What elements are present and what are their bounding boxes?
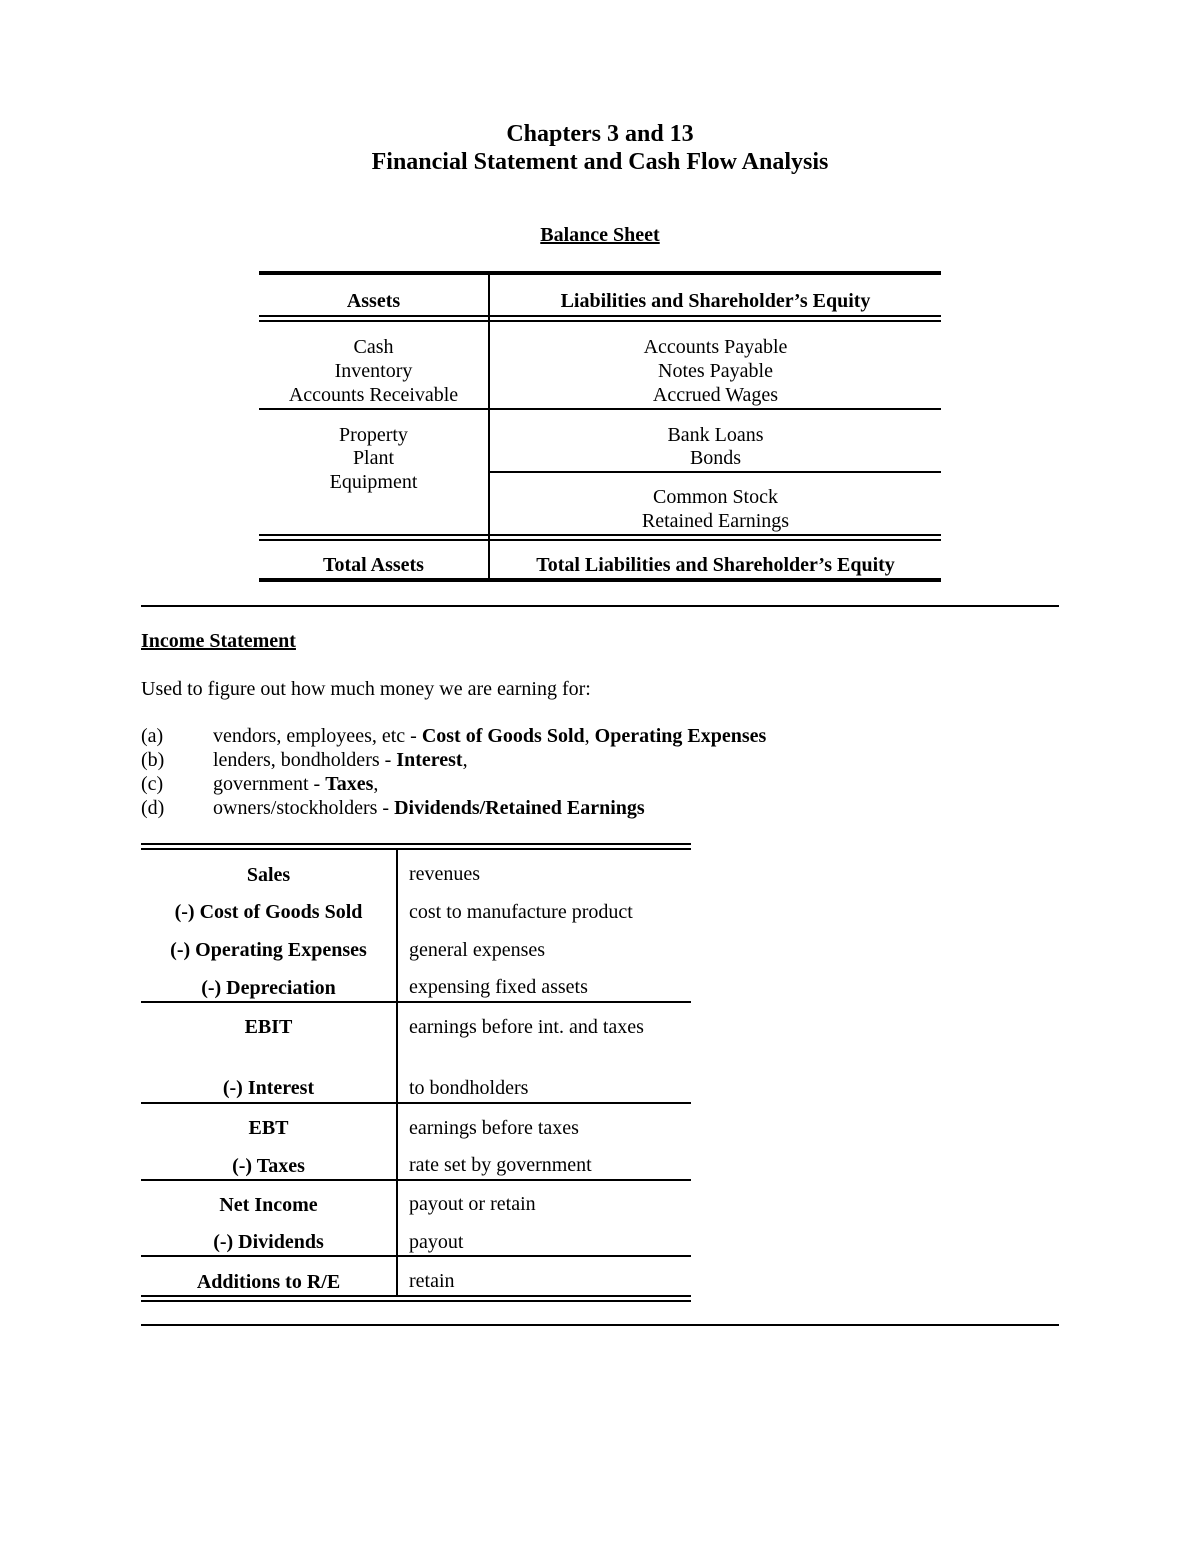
liab-accrued-wages: Accrued Wages <box>652 384 779 406</box>
section-divider-2 <box>141 1324 1059 1326</box>
is-row-desc: general expenses <box>409 939 546 961</box>
list-item-label: (d) <box>141 797 165 819</box>
row-rule-equity <box>490 471 941 473</box>
is-bottom-rule-1 <box>141 1295 691 1297</box>
is-rule-ebit <box>141 1001 691 1003</box>
is-top-rule-2 <box>141 848 691 850</box>
liab-bonds: Bonds <box>689 447 742 469</box>
liab-bank-loans: Bank Loans <box>667 424 764 446</box>
is-row-desc: expensing fixed assets <box>409 976 588 998</box>
balance-sheet-heading: Balance Sheet <box>540 224 660 246</box>
section-divider-1 <box>141 605 1059 607</box>
income-intro: Used to figure out how much money we are earning for: <box>141 678 591 700</box>
income-statement-table <box>141 843 691 1303</box>
total-liabilities-equity: Total Liabilities and Shareholder’s Equity <box>536 554 895 576</box>
list-item-text <box>213 796 645 820</box>
is-row-item: Sales <box>246 864 291 886</box>
list-item-bold-2: Operating Expenses <box>594 725 767 747</box>
asset-inventory: Inventory <box>334 360 413 382</box>
income-statement-heading: Income Statement <box>141 630 296 652</box>
list-item-label: (b) <box>141 749 165 771</box>
list-item-sep: , <box>462 749 468 771</box>
list-item-bold: Taxes <box>325 773 374 795</box>
is-row-item: Net Income <box>219 1194 318 1216</box>
list-item-bold: Interest <box>396 749 463 771</box>
list-item <box>141 772 941 796</box>
balance-sheet-table <box>259 271 941 583</box>
liab-notes-payable: Notes Payable <box>658 360 773 382</box>
list-item-plain: government - <box>213 773 326 795</box>
list-item-sep: , <box>373 773 379 795</box>
is-row-item: (-) Taxes <box>232 1155 305 1177</box>
list-item-bold: Cost of Goods Sold <box>421 725 585 747</box>
list-item <box>141 724 941 748</box>
asset-plant: Plant <box>352 447 395 469</box>
list-item-label: (a) <box>141 725 164 747</box>
is-row-desc: rate set by government <box>409 1154 592 1176</box>
is-row-desc: cost to manufacture product <box>409 901 633 923</box>
is-rule-net-income <box>141 1179 691 1181</box>
is-row-desc: payout or retain <box>409 1193 536 1215</box>
total-assets: Total Assets <box>323 554 424 576</box>
is-row-desc: payout <box>409 1231 464 1253</box>
table-top-rule <box>259 271 941 275</box>
is-rule-additions <box>141 1255 691 1257</box>
is-row-item: (-) Depreciation <box>201 977 336 999</box>
is-row-item: (-) Interest <box>222 1077 315 1099</box>
is-top-rule-1 <box>141 843 691 845</box>
list-item-bold: Dividends/Retained Earnings <box>394 797 645 819</box>
equity-common-stock: Common Stock <box>652 486 778 508</box>
row-rule-current <box>259 408 941 410</box>
liabilities-header: Liabilities and Shareholder’s Equity <box>560 290 871 312</box>
is-row-item: Additions to R/E <box>196 1271 341 1293</box>
is-row-item: (-) Operating Expenses <box>170 939 367 961</box>
is-row-item: (-) Dividends <box>213 1231 324 1253</box>
is-column-divider <box>396 850 398 1296</box>
is-row-desc: earnings before int. and taxes <box>409 1016 644 1038</box>
asset-property: Property <box>339 424 408 446</box>
list-item-plain: vendors, employees, etc - <box>213 725 422 747</box>
list-item-text <box>213 724 766 748</box>
equity-retained-earnings: Retained Earnings <box>641 510 790 532</box>
assets-header: Assets <box>346 290 401 312</box>
is-row-item: EBIT <box>244 1016 293 1038</box>
liab-accounts-payable: Accounts Payable <box>643 336 788 358</box>
list-item <box>141 796 941 820</box>
is-rule-ebt <box>141 1102 691 1104</box>
header-rule-1 <box>259 315 941 317</box>
list-item-plain: lenders, bondholders - <box>213 749 397 771</box>
page-title: Chapters 3 and 13 <box>506 121 694 147</box>
is-row-item: EBT <box>248 1117 289 1139</box>
is-row-desc: revenues <box>409 863 481 885</box>
list-item-text <box>213 748 468 772</box>
list-item-text <box>213 772 378 796</box>
list-item <box>141 748 941 772</box>
total-rule-1 <box>259 534 941 536</box>
header-rule-2 <box>259 320 941 322</box>
page-subtitle: Financial Statement and Cash Flow Analysis <box>371 149 829 175</box>
list-item-plain: owners/stockholders - <box>213 797 395 819</box>
list-item-sep: , <box>584 725 595 747</box>
is-row-desc: retain <box>409 1270 455 1292</box>
is-row-desc: to bondholders <box>409 1077 529 1099</box>
is-row-desc: earnings before taxes <box>409 1117 579 1139</box>
asset-equipment: Equipment <box>329 471 418 493</box>
is-bottom-rule-2 <box>141 1300 691 1302</box>
asset-cash: Cash <box>353 336 394 358</box>
total-rule-2 <box>259 539 941 541</box>
asset-accounts-receivable: Accounts Receivable <box>288 384 459 406</box>
table-bottom-rule <box>259 578 941 582</box>
is-row-item: (-) Cost of Goods Sold <box>174 901 363 923</box>
list-item-label: (c) <box>141 773 164 795</box>
